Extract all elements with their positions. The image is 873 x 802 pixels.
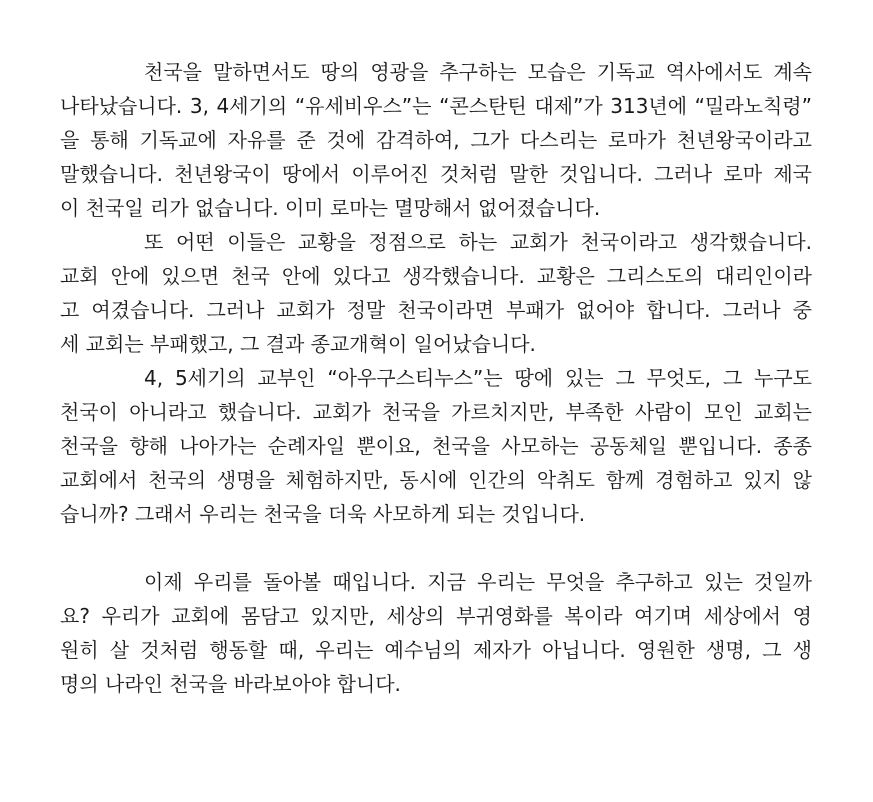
text-line: 천국을 향해 나아가는 순례자일 뿐이요, 천국을 사모하는 공동체일 뿐입니다. 종종 [60, 434, 812, 458]
text-line: 교회에서 천국의 생명을 체험하지만, 동시에 인간의 악취도 함께 경험하고 있지 않 [60, 468, 812, 492]
text-line: 을 통해 기독교에 자유를 준 것에 감격하여, 그가 다스리는 로마가 천년왕국이라고 [60, 128, 812, 152]
text-line: 요? 우리가 교회에 몸담고 있지만, 세상의 부귀영화를 복이라 여기며 세상에서 영 [60, 604, 812, 628]
text-line: 말했습니다. 천년왕국이 땅에서 이루어진 것처럼 말한 것입니다. 그러나 로마 제국 [60, 162, 812, 186]
text-line: 원히 살 것처럼 행동할 때, 우리는 예수님의 제자가 아닙니다. 영원한 생명, 그 생 [60, 638, 812, 662]
text-line: 습니까? 그래서 우리는 천국을 더욱 사모하게 되는 것입니다. [60, 502, 586, 526]
text-line: 고 여겼습니다. 그러나 교회가 정말 천국이라면 부패가 없어야 합니다. 그러나 중 [60, 298, 812, 322]
text-line: 명의 나라인 천국을 바라보아야 합니다. [60, 672, 401, 696]
text-line: 나타났습니다. 3, 4세기의 “유세비우스”는 “콘스탄틴 대제”가 313년에 “밀라노칙령” [60, 94, 812, 118]
text-line: 천국을 말하면서도 땅의 영광을 추구하는 모습은 기독교 역사에서도 계속 [144, 60, 812, 84]
text-line: 이제 우리를 돌아볼 때입니다. 지금 우리는 무엇을 추구하고 있는 것일까 [144, 570, 812, 594]
text-line: 또 어떤 이들은 교황을 정점으로 하는 교회가 천국이라고 생각했습니다. [144, 230, 812, 254]
text-line: 천국이 아니라고 했습니다. 교회가 천국을 가르치지만, 부족한 사람이 모인 교회는 [60, 400, 812, 424]
text-line: 4, 5세기의 교부인 “아우구스티누스”는 땅에 있는 그 무엇도, 그 누구도 [144, 366, 812, 390]
text-line: 이 천국일 리가 없습니다. 이미 로마는 멸망해서 없어졌습니다. [60, 196, 601, 220]
text-line: 세 교회는 부패했고, 그 결과 종교개혁이 일어났습니다. [60, 332, 536, 356]
text-line: 교회 안에 있으면 천국 안에 있다고 생각했습니다. 교황은 그리스도의 대리인이라 [60, 264, 812, 288]
